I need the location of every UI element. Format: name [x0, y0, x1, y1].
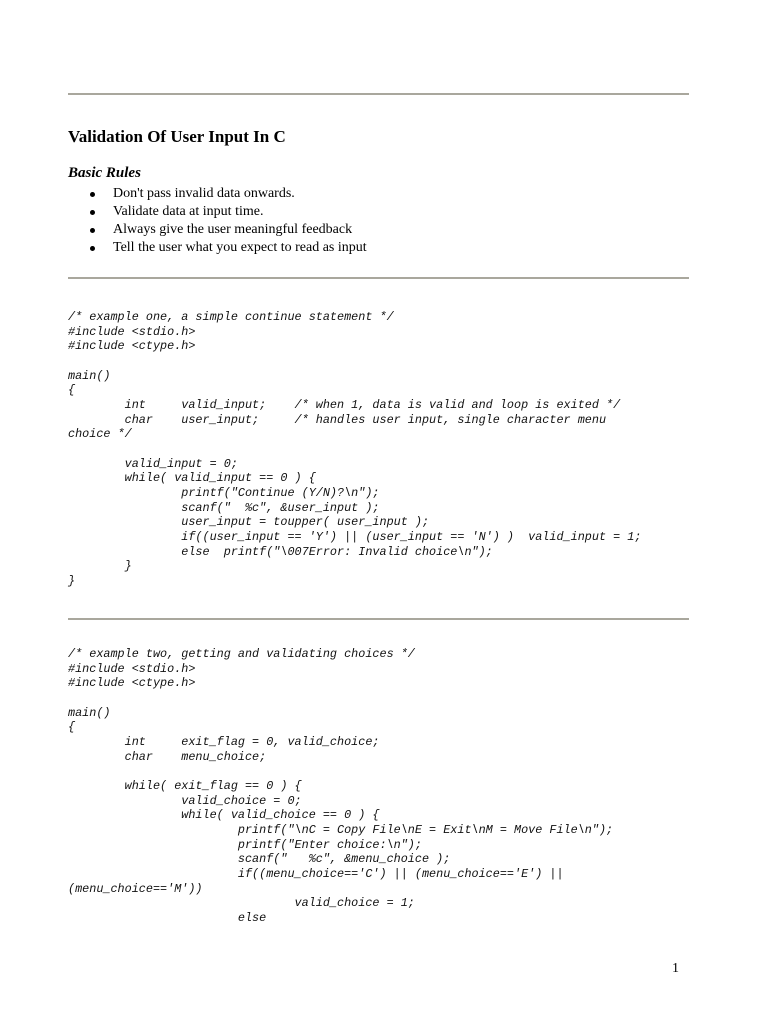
horizontal-rule-middle: [68, 277, 689, 279]
bullet-icon: [90, 192, 95, 197]
list-item: [90, 239, 367, 257]
page-number: 1: [672, 961, 679, 976]
list-item: [90, 203, 367, 221]
list-item: [90, 221, 367, 239]
basic-rules-list: [90, 185, 367, 257]
page-title: Validation Of User Input In C: [68, 127, 286, 146]
horizontal-rule-lower: [68, 618, 689, 620]
rule-text: Validate data at input time.: [113, 204, 264, 219]
rule-text: Tell the user what you expect to read as input: [113, 240, 367, 255]
code-example-one: /* example one, a simple continue statement */ #include <stdio.h> #include <ctype.h> main() { int valid_input; /* when 1, data is valid and loop is exited */ char user_input; /* handles user input, single character menu choice */ valid_input = 0; while( valid_input == 0 ) { printf("Continue (Y/N)?\n"); scanf(" %c", &user_input ); user_input = toupper( user_input ); if((user_input == 'Y') || (user_input == 'N') ) valid_input = 1; else printf("\007Error: Invalid choice\n"); } }: [68, 310, 642, 588]
section-heading-basic-rules: Basic Rules: [68, 165, 141, 181]
bullet-icon: [90, 228, 95, 233]
rule-text: Don't pass invalid data onwards.: [113, 186, 295, 201]
bullet-icon: [90, 246, 95, 251]
bullet-icon: [90, 210, 95, 215]
horizontal-rule-top: [68, 93, 689, 95]
code-example-two: /* example two, getting and validating choices */ #include <stdio.h> #include <ctype.h> main() { int exit_flag = 0, valid_choice; char menu_choice; while( exit_flag == 0 ) { valid_choice = 0; while( valid_choice == 0 ) { printf("\nC = Copy File\nE = Exit\nM = Move File\n"); printf("Enter choice:\n"); scanf(" %c", &menu_choice ); if((menu_choice=='C') || (menu_choice=='E') || (menu_choice=='M')) valid_choice = 1; else: [68, 647, 614, 925]
rule-text: Always give the user meaningful feedback: [113, 222, 353, 237]
list-item: [90, 185, 367, 203]
